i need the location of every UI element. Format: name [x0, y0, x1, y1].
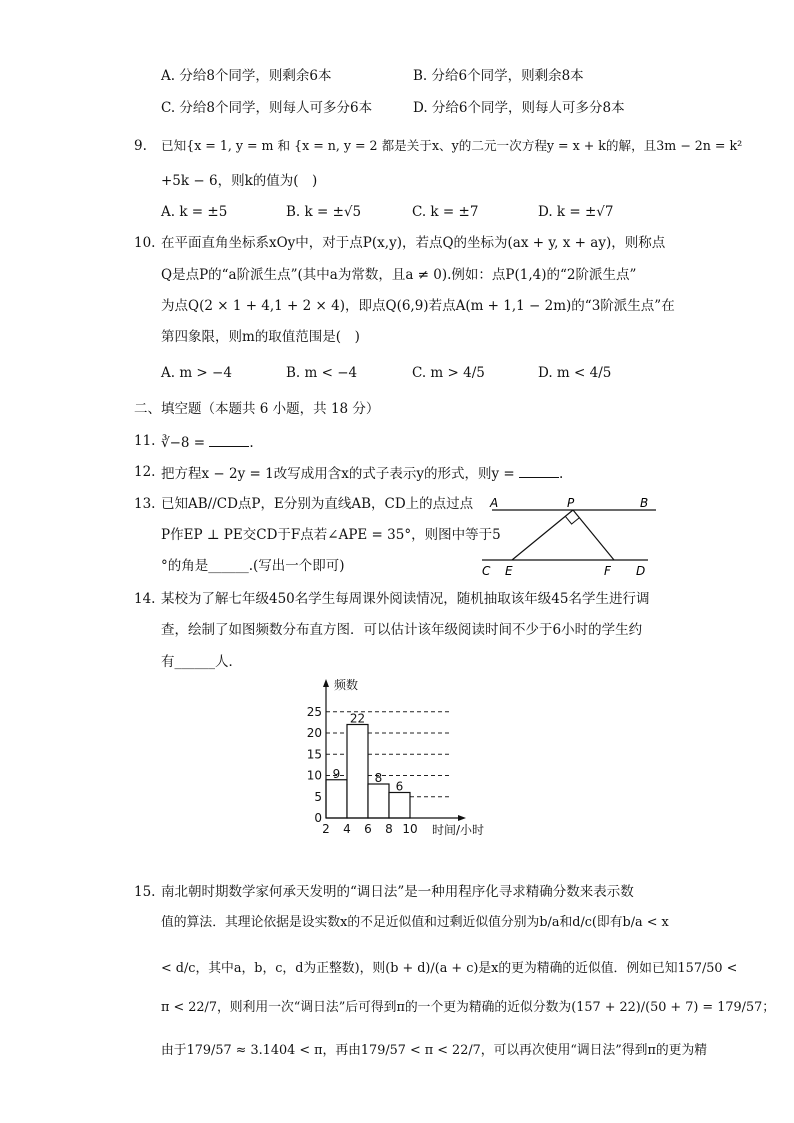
q13-line-1: 已知AB//CD点P，E分别为直线AB，CD上的点过点 [161, 496, 474, 512]
q10-option-a: A. m > −4 [161, 365, 232, 381]
q8-option-d: D. 分给6个同学，则每人可多分8本 [413, 100, 625, 116]
q9-option-d: D. k = ±√7 [538, 204, 614, 220]
label-p: P [567, 496, 575, 510]
q12-number: 12. [134, 464, 156, 480]
q13-number: 13. [134, 496, 156, 512]
label-e: E [505, 564, 513, 578]
q12-prompt: 把方程x − 2y = 1改写成用含x的式子表示y的形式，则y = [161, 466, 519, 482]
histogram-bar [389, 793, 410, 819]
q11-blank[interactable] [209, 432, 249, 447]
y-tick-label: 20 [306, 726, 322, 740]
q11-number: 11. [134, 433, 156, 449]
q14-line-1: 某校为了解七年级450名学生每周课外阅读情况，随机抽取该年级45名学生进行调 [161, 591, 650, 607]
q10-option-d: D. m < 4/5 [538, 365, 612, 381]
q11-expression: ∛−8 = [161, 435, 210, 451]
q8-option-c: C. 分给8个同学，则每人可多分6本 [161, 100, 373, 116]
q15-line-4: π < 22/7，则利用一次“调日法”后可得到π的一个更为精确的近似分数为(157 + 22)/(50 + 7) = 179/57； [161, 1000, 776, 1015]
label-a: A [490, 496, 499, 510]
q14-line-2: 查，绘制了如图频数分布直方图．可以估计该年级阅读时间不少于6小时的学生约 [161, 622, 643, 638]
y-axis-arrow [323, 679, 329, 687]
q14-number: 14. [134, 591, 156, 607]
q11-text [161, 432, 254, 452]
bar-value-label: 8 [374, 771, 383, 785]
x-tick-label: 2 [322, 822, 330, 836]
q10-line-2: Q是点P的“a阶派生点”(其中a为常数，且a ≠ 0).例如：点P(1,4)的“2阶派生点” [161, 267, 637, 283]
y-axis-title: 频数 [334, 678, 359, 692]
label-f: F [604, 564, 611, 578]
bar-value-label: 9 [332, 766, 341, 781]
q9-number: 9. [134, 138, 147, 154]
right-angle-mark [565, 516, 579, 524]
q12-blank[interactable] [519, 463, 559, 478]
label-c: C [482, 564, 491, 578]
q15-line-2: 值的算法．其理论依据是设实数x的不足近似值和过剩近似值分别为b/a和d/c(即有b/a < x [161, 915, 669, 930]
q10-line-4: 第四象限，则m的取值范围是( ) [161, 329, 360, 345]
bar-value-label: 22 [349, 711, 366, 726]
q10-option-b: B. m < −4 [286, 365, 358, 381]
q15-number: 15. [134, 884, 156, 900]
histogram-bar [347, 725, 368, 819]
q14-line-3: 有______人． [161, 654, 242, 670]
segment-ep [512, 510, 573, 560]
q9-line-1: 已知{x = 1, y = m 和 {x = n, y = 2 都是关于x、y的二元一次方程y = x + k的解，且3m − 2n = k² [161, 138, 743, 153]
segment-pf [573, 510, 614, 560]
q9-option-b: B. k = ±√5 [286, 204, 362, 220]
q10-line-1: 在平面直角坐标系xOy中，对于点P(x,y)，若点Q的坐标为(ax + y, x + ay)，则称点 [161, 235, 666, 251]
label-b: B [640, 496, 649, 510]
x-tick-label: 6 [364, 822, 372, 836]
q9-option-a: A. k = ±5 [161, 204, 228, 220]
q15-line-3: < d/c，其中a，b，c，d为正整数)，则(b + d)/(a + c)是x的更为精确的近似值．例如已知157/50 < [161, 961, 738, 976]
x-tick-label: 4 [343, 822, 351, 836]
y-tick-label: 15 [306, 747, 322, 762]
histogram-bar [326, 780, 347, 818]
x-tick-label: 10 [402, 822, 418, 836]
q13-line-3: °的角是______.(写出一个即可) [161, 558, 345, 574]
q10-option-c: C. m > 4/5 [412, 365, 485, 381]
q13-geometry-figure [478, 490, 663, 578]
y-tick-label: 5 [314, 789, 322, 804]
q14-histogram [290, 673, 510, 845]
x-axis-arrow [458, 815, 466, 821]
x-tick-label: 8 [385, 822, 393, 836]
y-tick-label: 0 [314, 811, 322, 825]
y-tick-label: 25 [306, 704, 322, 719]
q10-number: 10. [134, 235, 156, 251]
label-d: D [636, 564, 646, 578]
q12-text [161, 463, 563, 483]
q15-line-1: 南北朝时期数学家何承天发明的“调日法”是一种用程序化寻求精确分数来表示数 [161, 884, 634, 900]
q9-option-c: C. k = ±7 [412, 204, 479, 220]
q8-option-b: B. 分给6个同学，则剩余8本 [413, 68, 584, 84]
y-tick-label: 10 [306, 768, 322, 783]
q10-line-3: 为点Q(2 × 1 + 4,1 + 2 × 4)，即点Q(6,9)若点A(m + 1,1 − 2m)的“3阶派生点”在 [161, 298, 675, 314]
x-axis-title: 时间/小时 [432, 823, 485, 837]
q13-line-2: P作EP ⊥ PE交CD于F点若∠APE = 35°，则图中等于5 [161, 527, 501, 543]
q11-period: . [249, 435, 254, 451]
section-heading: 二、填空题（本题共 6 小题，共 18 分） [134, 401, 380, 417]
q12-period: . [558, 466, 564, 482]
q15-line-5: 由于179/57 ≈ 3.1404 < π，再由179/57 < π < 22/7，可以再次使用“调日法”得到π的更为精 [161, 1043, 708, 1058]
histogram-bar [368, 784, 389, 818]
q8-option-a: A. 分给8个同学，则剩余6本 [161, 68, 332, 84]
bar-value-label: 6 [395, 779, 404, 794]
q9-line-2: +5k − 6，则k的值为( ) [161, 173, 318, 189]
